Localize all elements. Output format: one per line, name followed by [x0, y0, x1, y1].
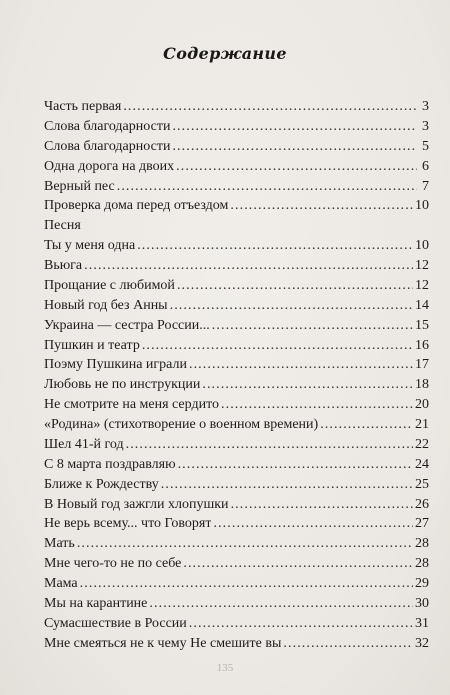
toc-entry — [44, 316, 429, 336]
toc-entry-title: Проверка дома перед отъездом — [44, 198, 229, 214]
toc-entry-page: 28 — [415, 556, 429, 572]
toc-entry-title: С 8 марта поздравляю — [44, 456, 176, 472]
toc-entry — [44, 97, 429, 117]
toc-entry-title: Мне смеяться не к чему Не смешите вы — [44, 635, 282, 651]
toc-entry-page: 26 — [415, 496, 429, 512]
toc-entry-page: 32 — [415, 635, 429, 651]
toc-entry-title: Любовь не по инструкции — [44, 377, 201, 393]
dot-leader — [177, 276, 413, 296]
toc-entry — [44, 355, 429, 375]
toc-entry — [44, 634, 429, 654]
toc-entry-title: Шел 41-й год — [44, 436, 124, 452]
page-number: 135 — [216, 662, 234, 674]
toc-entry-title: Песня — [44, 218, 81, 234]
dot-leader — [189, 355, 413, 375]
dot-leader — [117, 177, 417, 197]
toc-entry — [44, 276, 429, 296]
toc-entry-title: Слова благодарности — [44, 118, 171, 134]
toc-entry-page: 16 — [415, 337, 429, 353]
dot-leader — [123, 97, 417, 117]
toc-entry-title: Ты у меня одна — [44, 238, 136, 254]
toc-entry — [44, 475, 429, 495]
page-title: Содержание — [163, 44, 287, 63]
toc-entry-title: Прощание с любимой — [44, 277, 175, 293]
toc-entry-title: Мать — [44, 536, 75, 552]
toc-entry — [44, 137, 429, 157]
toc-entry-page: 12 — [415, 258, 429, 273]
dot-leader — [170, 296, 413, 316]
toc-entry-title: Мне чего-то не по себе — [44, 556, 182, 572]
toc-entry — [44, 296, 429, 316]
dot-leader — [142, 336, 413, 356]
toc-entry — [44, 236, 429, 256]
dot-leader — [283, 634, 413, 654]
toc-entry — [44, 514, 429, 534]
toc-entry-page: 29 — [415, 576, 429, 591]
dot-leader — [149, 594, 413, 614]
toc-entry — [44, 256, 429, 276]
dot-leader — [126, 435, 413, 455]
toc-entry-page: 31 — [415, 615, 429, 631]
toc-entry — [44, 117, 429, 137]
dot-leader — [213, 514, 413, 534]
toc-entry-page: 5 — [422, 138, 429, 154]
toc-entry — [44, 614, 429, 634]
toc-entry-page: 30 — [415, 595, 429, 611]
toc-entry — [44, 157, 429, 177]
toc-entry-page: 7 — [422, 178, 429, 194]
toc-entry — [44, 534, 429, 554]
dot-leader — [189, 614, 413, 634]
dot-leader — [230, 196, 413, 216]
toc-entry-page: 28 — [415, 536, 429, 552]
toc-entry — [44, 395, 429, 415]
toc-entry-page: 14 — [415, 297, 429, 313]
toc-entry-page: 20 — [415, 397, 429, 413]
toc-entry-title: Новый год без Анны — [44, 297, 168, 313]
dot-leader — [183, 554, 413, 574]
dot-leader — [231, 495, 413, 515]
dot-leader — [176, 157, 417, 177]
toc-entry-page: 25 — [415, 476, 429, 492]
toc-entry-title: Мы на карантине — [44, 595, 148, 611]
toc-entry-page: 27 — [415, 516, 429, 532]
toc-entry-page: 17 — [415, 357, 429, 373]
toc-entry-title: Часть первая — [44, 99, 122, 114]
toc-entry-title: «Родина» (стихотворение о военном времени) — [44, 417, 319, 432]
toc-entry-page: 22 — [415, 436, 429, 452]
toc-entry — [44, 574, 429, 594]
toc-entry — [44, 375, 429, 395]
dot-leader — [77, 534, 413, 554]
toc-entry-title: Ближе к Рождеству — [44, 476, 159, 492]
dot-leader — [161, 475, 413, 495]
toc-entry-page: 12 — [415, 277, 429, 293]
dot-leader — [172, 137, 417, 157]
toc-entry — [44, 435, 429, 455]
toc-entry-page: 3 — [422, 118, 429, 134]
toc-entry-title: Слова благодарности — [44, 138, 171, 154]
toc-entry — [44, 594, 429, 614]
toc-entry-title: Одна дорога на двоих — [44, 158, 175, 174]
dot-leader — [221, 395, 413, 415]
dot-leader — [172, 117, 417, 137]
toc-entry-title: Украина — сестра России... — [44, 317, 210, 333]
toc-entry-page: 10 — [415, 238, 429, 254]
toc-entry-title: Не верь всему... что Говорят — [44, 516, 212, 532]
toc-entry-title: Верный пес — [44, 178, 115, 194]
toc-entry-page: 10 — [415, 198, 429, 214]
toc-entry — [44, 196, 429, 216]
toc-entry-title: Вьюга — [44, 258, 83, 273]
dot-leader — [84, 256, 413, 276]
toc-entry — [44, 554, 429, 574]
toc-entry-page: 6 — [422, 158, 429, 174]
toc-entry-title: Поэму Пушкина играли — [44, 357, 187, 373]
toc-entry-title: Пушкин и театр — [44, 337, 140, 353]
toc-entry-title: Сумасшествие в России — [44, 615, 187, 631]
toc-entry-page: 24 — [415, 456, 429, 472]
dot-leader — [202, 375, 413, 395]
toc-entry-page: 15 — [415, 317, 429, 333]
toc-entry-page: 3 — [422, 99, 429, 114]
dot-leader — [212, 316, 413, 336]
dot-leader — [320, 415, 413, 435]
table-of-contents — [44, 97, 429, 654]
dot-leader — [80, 574, 413, 594]
dot-leader — [178, 455, 413, 475]
toc-entry-page: 18 — [415, 377, 429, 393]
toc-entry — [44, 495, 429, 515]
toc-entry-title: В Новый год зажгли хлопушки — [44, 496, 229, 512]
toc-entry — [44, 415, 429, 435]
toc-entry-title: Не смотрите на меня сердито — [44, 397, 219, 413]
toc-entry-title: Мама — [44, 576, 78, 591]
toc-entry — [44, 216, 429, 236]
dot-leader — [137, 236, 413, 256]
toc-entry-page: 21 — [415, 417, 429, 432]
toc-entry — [44, 455, 429, 475]
toc-entry — [44, 177, 429, 197]
toc-entry — [44, 336, 429, 356]
